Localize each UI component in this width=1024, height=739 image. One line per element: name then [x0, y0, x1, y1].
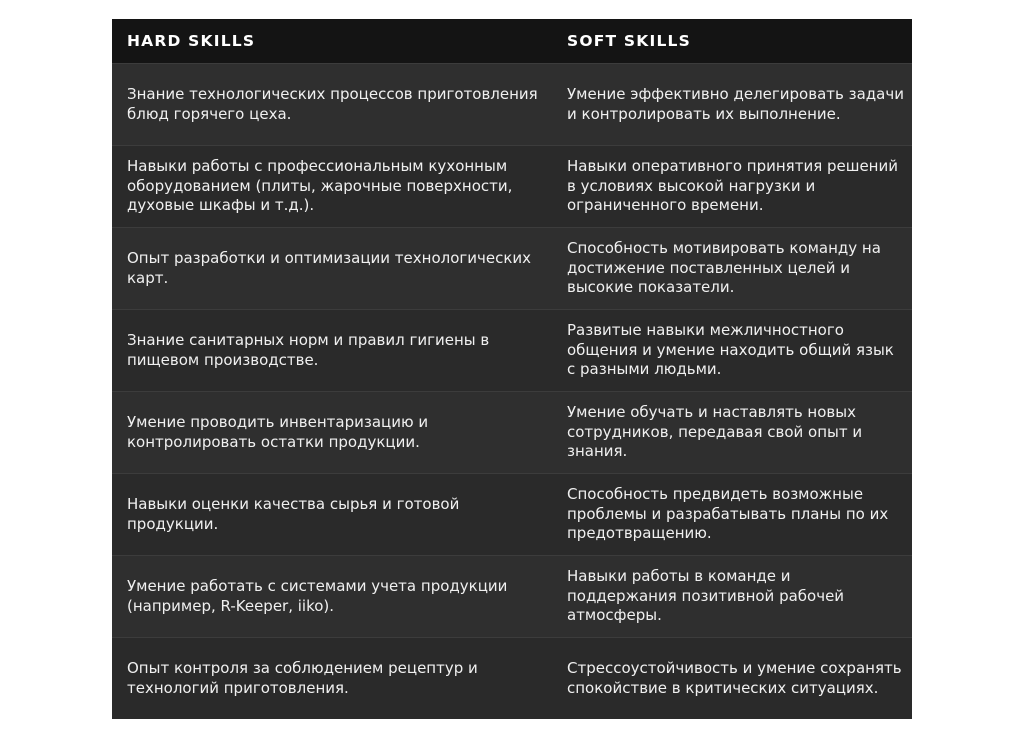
table-row: [112, 146, 912, 228]
soft-skill-cell: Навыки работы в команде и поддержания позитивной рабочей атмосферы.: [551, 556, 912, 638]
hard-skill-cell: Умение проводить инвентаризацию и контролировать остатки продукции.: [112, 392, 551, 474]
skills-table-container: [112, 19, 912, 719]
hard-skill-cell: Опыт контроля за соблюдением рецептур и технологий приготовления.: [112, 638, 551, 720]
table-row: [112, 474, 912, 556]
soft-skill-cell: Умение обучать и наставлять новых сотрудников, передавая свой опыт и знания.: [551, 392, 912, 474]
table-row: [112, 228, 912, 310]
soft-skill-cell: Развитые навыки межличностного общения и умение находить общий язык с разными людьми.: [551, 310, 912, 392]
hard-skill-cell: Знание санитарных норм и правил гигиены в пищевом производстве.: [112, 310, 551, 392]
soft-skill-cell: Стрессоустойчивость и умение сохранять спокойствие в критических ситуациях.: [551, 638, 912, 720]
hard-skill-cell: Навыки оценки качества сырья и готовой продукции.: [112, 474, 551, 556]
header-hard-skills: HARD SKILLS: [112, 19, 551, 64]
table-row: [112, 638, 912, 720]
skills-table: [112, 19, 912, 719]
soft-skill-cell: Способность мотивировать команду на достижение поставленных целей и высокие показатели.: [551, 228, 912, 310]
hard-skill-cell: Опыт разработки и оптимизации технологических карт.: [112, 228, 551, 310]
header-soft-skills: SOFT SKILLS: [551, 19, 912, 64]
soft-skill-cell: Навыки оперативного принятия решений в условиях высокой нагрузки и ограниченного времени.: [551, 146, 912, 228]
table-body: [112, 64, 912, 720]
hard-skill-cell: Умение работать с системами учета продукции (например, R-Keeper, iiko).: [112, 556, 551, 638]
header-row: [112, 19, 912, 64]
hard-skill-cell: Навыки работы с профессиональным кухонным оборудованием (плиты, жарочные поверхности, духовые шкафы и т.д.).: [112, 146, 551, 228]
hard-skill-cell: Знание технологических процессов приготовления блюд горячего цеха.: [112, 64, 551, 146]
soft-skill-cell: Умение эффективно делегировать задачи и контролировать их выполнение.: [551, 64, 912, 146]
soft-skill-cell: Способность предвидеть возможные проблемы и разрабатывать планы по их предотвращению.: [551, 474, 912, 556]
table-row: [112, 392, 912, 474]
table-row: [112, 64, 912, 146]
table-header: [112, 19, 912, 64]
table-row: [112, 556, 912, 638]
table-row: [112, 310, 912, 392]
